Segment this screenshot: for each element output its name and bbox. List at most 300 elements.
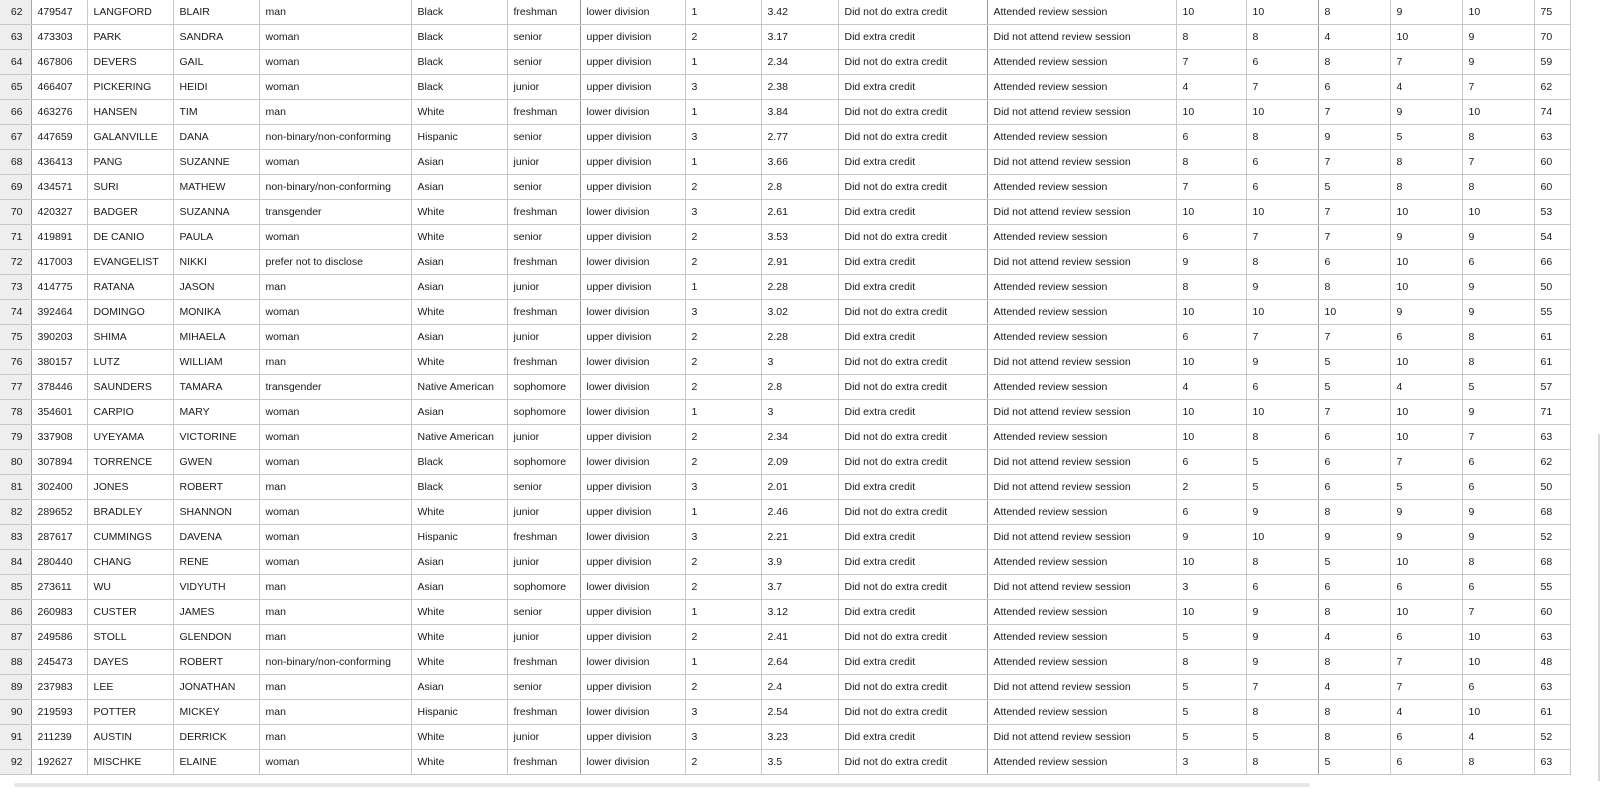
cell-student-id[interactable]: 392464 [31,300,87,325]
cell-student-id[interactable]: 467806 [31,50,87,75]
cell-division[interactable]: upper division [580,225,685,250]
cell-score-4[interactable]: 9 [1390,0,1462,25]
row-header[interactable]: 69 [0,175,31,200]
cell-ethnicity[interactable]: Black [411,450,507,475]
cell-review-session[interactable]: Did not attend review session [987,575,1176,600]
cell-first-name[interactable]: JONATHAN [173,675,259,700]
cell-gender[interactable]: transgender [259,200,411,225]
cell-ethnicity[interactable]: Asian [411,250,507,275]
cell-extra-credit[interactable]: Did extra credit [838,650,987,675]
cell-total[interactable]: 50 [1534,475,1570,500]
cell-gender[interactable]: non-binary/non-conforming [259,650,411,675]
cell-review-session[interactable]: Attended review session [987,75,1176,100]
cell-division[interactable]: upper division [580,600,685,625]
cell-last-name[interactable]: RATANA [87,275,173,300]
cell-review-session[interactable]: Did not attend review session [987,150,1176,175]
cell-score-2[interactable]: 9 [1246,500,1318,525]
cell-gender[interactable]: man [259,0,411,25]
cell-score-4[interactable]: 9 [1390,525,1462,550]
cell-student-id[interactable]: 420327 [31,200,87,225]
cell-total[interactable]: 48 [1534,650,1570,675]
cell-ethnicity[interactable]: White [411,350,507,375]
cell-last-name[interactable]: JONES [87,475,173,500]
cell-score-2[interactable]: 8 [1246,425,1318,450]
cell-score-4[interactable]: 6 [1390,625,1462,650]
cell-review-session[interactable]: Attended review session [987,650,1176,675]
cell-extra-credit[interactable]: Did not do extra credit [838,50,987,75]
cell-ethnicity[interactable]: Hispanic [411,700,507,725]
cell-gpa[interactable]: 2.54 [761,700,838,725]
cell-score-5[interactable]: 5 [1462,375,1534,400]
cell-first-name[interactable]: JASON [173,275,259,300]
cell-score-1[interactable]: 9 [1176,250,1246,275]
cell-score-4[interactable]: 9 [1390,300,1462,325]
cell-review-session[interactable]: Attended review session [987,125,1176,150]
cell-gender[interactable]: woman [259,525,411,550]
cell-total[interactable]: 66 [1534,250,1570,275]
cell-score-2[interactable]: 5 [1246,475,1318,500]
cell-year[interactable]: junior [507,625,580,650]
cell-gender[interactable]: man [259,600,411,625]
cell-score-2[interactable]: 6 [1246,575,1318,600]
cell-score-5[interactable]: 7 [1462,425,1534,450]
cell-extra-credit[interactable]: Did not do extra credit [838,450,987,475]
cell-total[interactable]: 54 [1534,225,1570,250]
cell-last-name[interactable]: POTTER [87,700,173,725]
cell-division[interactable]: upper division [580,550,685,575]
cell-score-3[interactable]: 8 [1318,700,1390,725]
cell-score-2[interactable]: 8 [1246,125,1318,150]
cell-division[interactable]: upper division [580,675,685,700]
cell-gpa[interactable]: 3.12 [761,600,838,625]
cell-review-session[interactable]: Attended review session [987,700,1176,725]
cell-total[interactable]: 50 [1534,275,1570,300]
cell-last-name[interactable]: CARPIO [87,400,173,425]
cell-score-1[interactable]: 7 [1176,50,1246,75]
cell-section[interactable]: 1 [685,0,761,25]
cell-gender[interactable]: woman [259,325,411,350]
cell-score-1[interactable]: 4 [1176,375,1246,400]
cell-section[interactable]: 3 [685,75,761,100]
cell-division[interactable]: lower division [580,300,685,325]
cell-student-id[interactable]: 287617 [31,525,87,550]
cell-total[interactable]: 60 [1534,600,1570,625]
cell-gender[interactable]: woman [259,150,411,175]
cell-score-4[interactable]: 10 [1390,250,1462,275]
cell-ethnicity[interactable]: Black [411,75,507,100]
cell-gpa[interactable]: 2.28 [761,325,838,350]
cell-year[interactable]: senior [507,600,580,625]
cell-review-session[interactable]: Did not attend review session [987,25,1176,50]
cell-last-name[interactable]: WU [87,575,173,600]
cell-ethnicity[interactable]: Asian [411,400,507,425]
cell-student-id[interactable]: 249586 [31,625,87,650]
cell-total[interactable]: 63 [1534,675,1570,700]
cell-gender[interactable]: man [259,575,411,600]
cell-student-id[interactable]: 354601 [31,400,87,425]
cell-gpa[interactable]: 2.34 [761,50,838,75]
cell-score-3[interactable]: 9 [1318,525,1390,550]
cell-first-name[interactable]: VICTORINE [173,425,259,450]
cell-score-5[interactable]: 9 [1462,50,1534,75]
cell-extra-credit[interactable]: Did not do extra credit [838,575,987,600]
cell-score-3[interactable]: 7 [1318,225,1390,250]
cell-section[interactable]: 1 [685,500,761,525]
horizontal-scrollbar[interactable] [0,781,1600,789]
cell-first-name[interactable]: MICKEY [173,700,259,725]
cell-gpa[interactable]: 3.9 [761,550,838,575]
cell-score-3[interactable]: 7 [1318,325,1390,350]
cell-gpa[interactable]: 3.02 [761,300,838,325]
cell-division[interactable]: lower division [580,100,685,125]
cell-score-1[interactable]: 10 [1176,350,1246,375]
cell-extra-credit[interactable]: Did extra credit [838,200,987,225]
cell-first-name[interactable]: SUZANNE [173,150,259,175]
cell-ethnicity[interactable]: Black [411,0,507,25]
cell-ethnicity[interactable]: White [411,650,507,675]
cell-division[interactable]: upper division [580,500,685,525]
cell-score-2[interactable]: 5 [1246,450,1318,475]
cell-score-1[interactable]: 8 [1176,650,1246,675]
cell-year[interactable]: junior [507,150,580,175]
cell-total[interactable]: 63 [1534,625,1570,650]
cell-gender[interactable]: woman [259,300,411,325]
cell-student-id[interactable]: 378446 [31,375,87,400]
cell-last-name[interactable]: CUMMINGS [87,525,173,550]
cell-score-1[interactable]: 9 [1176,525,1246,550]
cell-division[interactable]: upper division [580,50,685,75]
cell-total[interactable]: 60 [1534,175,1570,200]
cell-score-3[interactable]: 5 [1318,175,1390,200]
cell-division[interactable]: lower division [580,0,685,25]
cell-extra-credit[interactable]: Did not do extra credit [838,700,987,725]
cell-extra-credit[interactable]: Did not do extra credit [838,500,987,525]
cell-section[interactable]: 3 [685,475,761,500]
cell-score-3[interactable]: 6 [1318,450,1390,475]
cell-review-session[interactable]: Attended review session [987,225,1176,250]
cell-score-3[interactable]: 8 [1318,275,1390,300]
row-header[interactable]: 78 [0,400,31,425]
cell-score-3[interactable]: 8 [1318,650,1390,675]
cell-score-5[interactable]: 10 [1462,100,1534,125]
cell-score-4[interactable]: 9 [1390,500,1462,525]
cell-section[interactable]: 2 [685,250,761,275]
cell-score-5[interactable]: 6 [1462,675,1534,700]
cell-score-2[interactable]: 9 [1246,600,1318,625]
cell-section[interactable]: 2 [685,550,761,575]
cell-year[interactable]: freshman [507,250,580,275]
cell-section[interactable]: 3 [685,525,761,550]
row-header[interactable]: 82 [0,500,31,525]
cell-student-id[interactable]: 466407 [31,75,87,100]
cell-division[interactable]: lower division [580,700,685,725]
cell-total[interactable]: 63 [1534,750,1570,775]
cell-review-session[interactable]: Did not attend review session [987,675,1176,700]
cell-score-2[interactable]: 7 [1246,325,1318,350]
cell-score-5[interactable]: 8 [1462,550,1534,575]
cell-total[interactable]: 53 [1534,200,1570,225]
cell-score-5[interactable]: 10 [1462,200,1534,225]
cell-total[interactable]: 57 [1534,375,1570,400]
row-header[interactable]: 91 [0,725,31,750]
cell-first-name[interactable]: VIDYUTH [173,575,259,600]
cell-year[interactable]: freshman [507,100,580,125]
cell-score-4[interactable]: 10 [1390,275,1462,300]
cell-score-1[interactable]: 3 [1176,750,1246,775]
cell-section[interactable]: 1 [685,100,761,125]
row-header[interactable]: 84 [0,550,31,575]
cell-extra-credit[interactable]: Did extra credit [838,400,987,425]
row-header[interactable]: 88 [0,650,31,675]
cell-score-4[interactable]: 9 [1390,100,1462,125]
cell-score-5[interactable]: 10 [1462,700,1534,725]
cell-section[interactable]: 1 [685,600,761,625]
cell-score-2[interactable]: 5 [1246,725,1318,750]
cell-score-3[interactable]: 8 [1318,500,1390,525]
cell-year[interactable]: junior [507,325,580,350]
cell-last-name[interactable]: EVANGELIST [87,250,173,275]
cell-gender[interactable]: woman [259,750,411,775]
cell-student-id[interactable]: 260983 [31,600,87,625]
cell-student-id[interactable]: 219593 [31,700,87,725]
cell-score-5[interactable]: 9 [1462,525,1534,550]
cell-score-5[interactable]: 9 [1462,500,1534,525]
cell-score-4[interactable]: 8 [1390,150,1462,175]
cell-score-3[interactable]: 8 [1318,0,1390,25]
cell-gpa[interactable]: 2.34 [761,425,838,450]
cell-gpa[interactable]: 2.77 [761,125,838,150]
cell-ethnicity[interactable]: White [411,600,507,625]
cell-score-5[interactable]: 7 [1462,600,1534,625]
cell-score-1[interactable]: 10 [1176,300,1246,325]
cell-total[interactable]: 68 [1534,500,1570,525]
cell-review-session[interactable]: Did not attend review session [987,350,1176,375]
cell-division[interactable]: upper division [580,75,685,100]
row-header[interactable]: 71 [0,225,31,250]
cell-first-name[interactable]: DERRICK [173,725,259,750]
cell-division[interactable]: lower division [580,750,685,775]
cell-review-session[interactable]: Attended review session [987,275,1176,300]
cell-division[interactable]: lower division [580,575,685,600]
cell-score-1[interactable]: 6 [1176,450,1246,475]
cell-gpa[interactable]: 3.84 [761,100,838,125]
row-header[interactable]: 67 [0,125,31,150]
cell-score-2[interactable]: 7 [1246,675,1318,700]
cell-section[interactable]: 3 [685,300,761,325]
cell-score-5[interactable]: 9 [1462,275,1534,300]
cell-first-name[interactable]: MATHEW [173,175,259,200]
cell-score-4[interactable]: 10 [1390,350,1462,375]
cell-review-session[interactable]: Attended review session [987,750,1176,775]
cell-extra-credit[interactable]: Did not do extra credit [838,350,987,375]
cell-last-name[interactable]: BADGER [87,200,173,225]
cell-score-1[interactable]: 6 [1176,325,1246,350]
cell-score-3[interactable]: 6 [1318,425,1390,450]
cell-ethnicity[interactable]: Black [411,50,507,75]
cell-score-4[interactable]: 6 [1390,725,1462,750]
cell-year[interactable]: freshman [507,350,580,375]
cell-score-1[interactable]: 5 [1176,700,1246,725]
cell-score-5[interactable]: 6 [1462,475,1534,500]
cell-score-1[interactable]: 8 [1176,25,1246,50]
cell-review-session[interactable]: Did not attend review session [987,100,1176,125]
cell-ethnicity[interactable]: Asian [411,675,507,700]
cell-score-4[interactable]: 5 [1390,125,1462,150]
cell-score-2[interactable]: 9 [1246,650,1318,675]
cell-review-session[interactable]: Attended review session [987,375,1176,400]
row-header[interactable]: 68 [0,150,31,175]
cell-student-id[interactable]: 211239 [31,725,87,750]
cell-ethnicity[interactable]: Native American [411,375,507,400]
cell-first-name[interactable]: ELAINE [173,750,259,775]
cell-total[interactable]: 63 [1534,125,1570,150]
cell-score-3[interactable]: 6 [1318,250,1390,275]
cell-score-3[interactable]: 8 [1318,600,1390,625]
cell-score-5[interactable]: 7 [1462,75,1534,100]
row-header[interactable]: 90 [0,700,31,725]
cell-gpa[interactable]: 3.23 [761,725,838,750]
cell-score-5[interactable]: 8 [1462,125,1534,150]
cell-score-1[interactable]: 6 [1176,500,1246,525]
cell-extra-credit[interactable]: Did extra credit [838,725,987,750]
cell-score-3[interactable]: 5 [1318,750,1390,775]
row-header[interactable]: 73 [0,275,31,300]
cell-last-name[interactable]: STOLL [87,625,173,650]
cell-score-3[interactable]: 5 [1318,350,1390,375]
cell-score-1[interactable]: 6 [1176,225,1246,250]
cell-year[interactable]: freshman [507,0,580,25]
cell-score-1[interactable]: 10 [1176,100,1246,125]
cell-section[interactable]: 2 [685,25,761,50]
cell-last-name[interactable]: LUTZ [87,350,173,375]
cell-score-3[interactable]: 10 [1318,300,1390,325]
cell-gender[interactable]: man [259,675,411,700]
cell-division[interactable]: upper division [580,25,685,50]
cell-score-5[interactable]: 9 [1462,25,1534,50]
cell-gender[interactable]: woman [259,550,411,575]
cell-division[interactable]: upper division [580,625,685,650]
cell-score-3[interactable]: 7 [1318,200,1390,225]
cell-section[interactable]: 2 [685,575,761,600]
cell-score-4[interactable]: 10 [1390,400,1462,425]
cell-gender[interactable]: woman [259,225,411,250]
cell-section[interactable]: 3 [685,125,761,150]
cell-student-id[interactable]: 280440 [31,550,87,575]
cell-last-name[interactable]: PICKERING [87,75,173,100]
cell-division[interactable]: lower division [580,400,685,425]
cell-division[interactable]: lower division [580,200,685,225]
row-header[interactable]: 62 [0,0,31,25]
cell-score-3[interactable]: 5 [1318,550,1390,575]
row-header[interactable]: 63 [0,25,31,50]
cell-extra-credit[interactable]: Did not do extra credit [838,100,987,125]
cell-score-1[interactable]: 10 [1176,550,1246,575]
cell-student-id[interactable]: 419891 [31,225,87,250]
cell-score-2[interactable]: 10 [1246,0,1318,25]
cell-ethnicity[interactable]: Asian [411,550,507,575]
cell-first-name[interactable]: RENE [173,550,259,575]
cell-gpa[interactable]: 2.64 [761,650,838,675]
cell-gender[interactable]: woman [259,50,411,75]
cell-extra-credit[interactable]: Did not do extra credit [838,425,987,450]
cell-extra-credit[interactable]: Did extra credit [838,325,987,350]
cell-score-5[interactable]: 8 [1462,175,1534,200]
cell-total[interactable]: 52 [1534,725,1570,750]
cell-first-name[interactable]: SHANNON [173,500,259,525]
cell-division[interactable]: upper division [580,275,685,300]
cell-score-1[interactable]: 5 [1176,675,1246,700]
cell-total[interactable]: 61 [1534,700,1570,725]
cell-total[interactable]: 70 [1534,25,1570,50]
cell-first-name[interactable]: ROBERT [173,650,259,675]
cell-extra-credit[interactable]: Did not do extra credit [838,300,987,325]
cell-total[interactable]: 61 [1534,325,1570,350]
cell-extra-credit[interactable]: Did extra credit [838,550,987,575]
cell-ethnicity[interactable]: White [411,500,507,525]
cell-gpa[interactable]: 3.53 [761,225,838,250]
cell-gpa[interactable]: 2.91 [761,250,838,275]
cell-score-5[interactable]: 6 [1462,250,1534,275]
cell-section[interactable]: 2 [685,375,761,400]
cell-review-session[interactable]: Did not attend review session [987,525,1176,550]
cell-extra-credit[interactable]: Did extra credit [838,75,987,100]
cell-extra-credit[interactable]: Did extra credit [838,250,987,275]
cell-extra-credit[interactable]: Did extra credit [838,525,987,550]
cell-score-1[interactable]: 10 [1176,425,1246,450]
cell-score-3[interactable]: 8 [1318,50,1390,75]
cell-review-session[interactable]: Attended review session [987,500,1176,525]
cell-division[interactable]: lower division [580,525,685,550]
cell-total[interactable]: 62 [1534,450,1570,475]
cell-year[interactable]: junior [507,550,580,575]
cell-division[interactable]: lower division [580,250,685,275]
cell-review-session[interactable]: Attended review session [987,300,1176,325]
cell-year[interactable]: freshman [507,750,580,775]
cell-score-2[interactable]: 10 [1246,300,1318,325]
cell-gpa[interactable]: 2.8 [761,175,838,200]
cell-section[interactable]: 2 [685,625,761,650]
cell-student-id[interactable]: 192627 [31,750,87,775]
cell-extra-credit[interactable]: Did not do extra credit [838,125,987,150]
cell-ethnicity[interactable]: Black [411,25,507,50]
cell-score-5[interactable]: 9 [1462,225,1534,250]
horizontal-scrollbar-thumb[interactable] [14,783,1310,787]
cell-review-session[interactable]: Did not attend review session [987,400,1176,425]
cell-score-1[interactable]: 2 [1176,475,1246,500]
cell-gender[interactable]: non-binary/non-conforming [259,125,411,150]
cell-last-name[interactable]: TORRENCE [87,450,173,475]
cell-section[interactable]: 1 [685,50,761,75]
cell-gender[interactable]: man [259,625,411,650]
cell-last-name[interactable]: SURI [87,175,173,200]
cell-total[interactable]: 74 [1534,100,1570,125]
cell-extra-credit[interactable]: Did extra credit [838,150,987,175]
cell-score-4[interactable]: 9 [1390,225,1462,250]
cell-gpa[interactable]: 2.46 [761,500,838,525]
cell-gpa[interactable]: 2.28 [761,275,838,300]
cell-first-name[interactable]: GWEN [173,450,259,475]
cell-total[interactable]: 75 [1534,0,1570,25]
cell-score-5[interactable]: 6 [1462,575,1534,600]
cell-gender[interactable]: non-binary/non-conforming [259,175,411,200]
cell-total[interactable]: 55 [1534,575,1570,600]
cell-division[interactable]: upper division [580,725,685,750]
cell-score-1[interactable]: 4 [1176,75,1246,100]
cell-score-4[interactable]: 10 [1390,25,1462,50]
cell-review-session[interactable]: Did not attend review session [987,725,1176,750]
cell-extra-credit[interactable]: Did extra credit [838,475,987,500]
row-header[interactable]: 83 [0,525,31,550]
